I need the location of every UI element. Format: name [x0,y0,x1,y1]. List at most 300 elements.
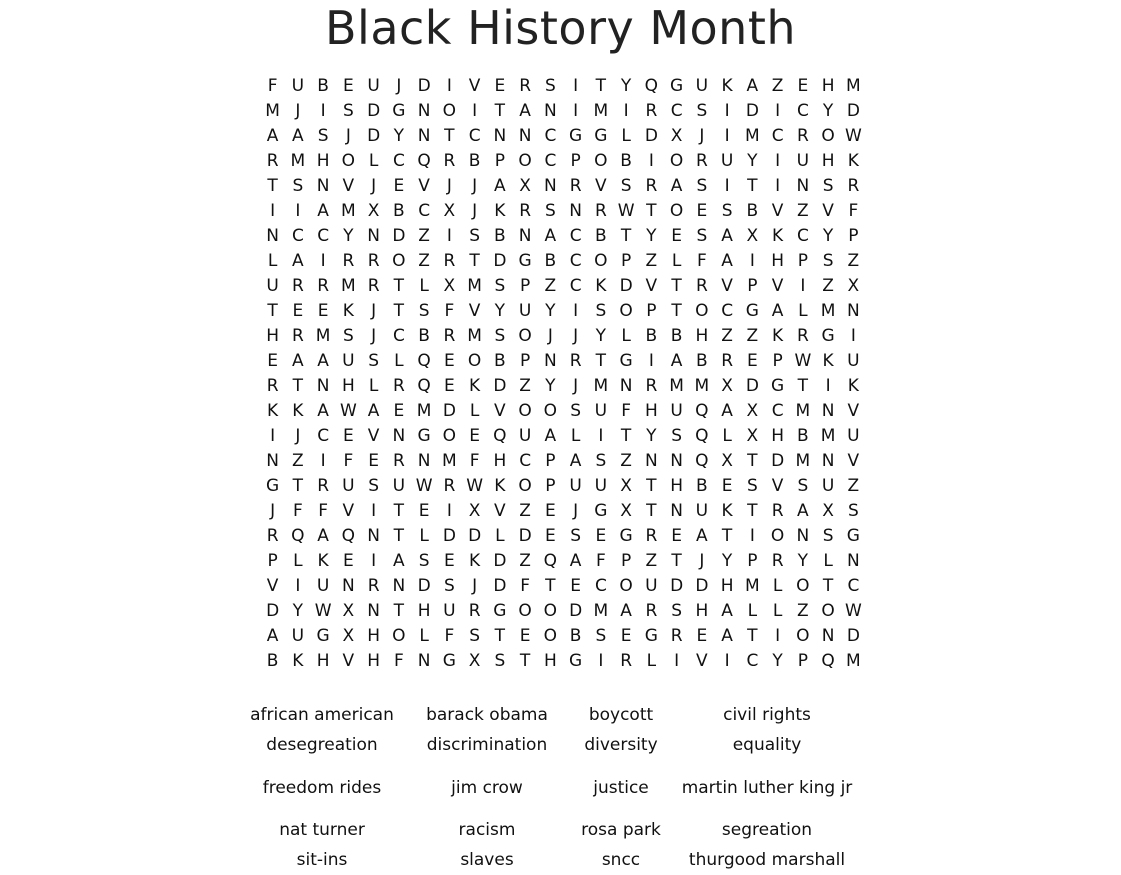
grid-letter: H [821,151,835,171]
grid-letter: O [594,151,608,171]
grid-letter: N [316,376,330,396]
grid-letter: R [317,476,330,496]
grid-letter: F [343,451,354,471]
grid-letter: P [545,476,556,496]
grid-letter: P [797,651,808,671]
grid-letter: A [696,526,708,546]
grid-letter: X [443,201,456,221]
grid-letter: M [846,651,861,671]
grid-letter: U [518,301,532,321]
grid-letter: X [721,376,733,396]
grid-letter: U [695,501,709,521]
grid-letter: U [518,426,532,446]
grid-letter: O [770,526,785,546]
grid-letter: E [671,226,682,246]
grid-letter: Y [393,126,405,146]
word-list-row [245,815,875,845]
grid-letter: S [797,476,809,496]
grid-letter: Z [721,326,733,346]
grid-letter: R [291,326,304,346]
grid-letter: T [494,626,506,646]
grid-letter: R [645,176,658,196]
grid-letter: L [671,251,682,271]
grid-letter: C [746,651,759,671]
grid-letter: N [417,126,431,146]
grid-letter: A [721,401,733,421]
grid-letter: K [721,501,733,521]
grid-letter: E [797,76,809,96]
grid-letter: I [749,526,755,546]
grid-letter: S [418,301,430,321]
grid-letter: G [442,651,456,671]
grid-letter: S [822,176,834,196]
grid-letter: P [848,226,859,246]
grid-letter: W [844,126,862,146]
grid-letter: T [519,651,531,671]
grid-letter: U [670,401,683,421]
grid-letter: R [367,576,380,596]
grid-letter: R [721,351,734,371]
grid-letter: E [444,551,455,571]
grid-letter: I [446,501,452,521]
grid-letter: P [646,301,657,321]
grid-letter: R [670,626,683,646]
grid-row [260,474,866,499]
grid-letter: M [694,376,710,396]
grid-letter: A [266,626,279,646]
grid-letter: T [444,126,455,146]
grid-letter: Y [646,226,657,246]
grid-letter: Q [291,526,305,546]
grid-letter: B [468,151,481,171]
grid-letter: Q [821,651,835,671]
grid-letter: E [292,301,304,321]
grid-letter: F [621,401,632,421]
grid-letter: N [544,351,557,371]
grid-letter: S [822,526,834,546]
word-list-item: civil rights [723,705,811,725]
grid-letter: K [847,151,859,171]
grid-row [260,524,866,549]
grid-row [260,549,866,574]
grid-letter: A [266,126,279,146]
grid-letter: R [367,251,380,271]
grid-letter: E [721,476,733,496]
grid-letter: R [443,476,456,496]
grid-row [260,149,866,174]
grid-letter: V [847,401,860,421]
grid-letter: N [670,451,683,471]
grid-letter: N [367,226,380,246]
grid-letter: M [820,426,836,446]
grid-letter: Y [343,226,354,246]
grid-letter: N [847,301,860,321]
grid-letter: H [316,651,330,671]
grid-letter: A [569,451,582,471]
grid-row [260,599,866,624]
grid-letter: O [669,151,684,171]
grid-letter: T [595,351,607,371]
grid-letter: I [573,301,579,321]
grid-letter: G [266,476,280,496]
word-list-item: diversity [584,735,658,755]
word-list-item: nat turner [279,820,365,840]
grid-letter: H [493,451,507,471]
grid-letter: O [518,326,532,346]
grid-letter: A [544,226,557,246]
grid-letter: I [472,101,478,121]
grid-letter: Z [544,276,557,296]
grid-letter: U [796,151,810,171]
grid-letter: I [775,176,781,196]
grid-letter: N [796,526,810,546]
grid-letter: A [317,351,329,371]
grid-letter: Y [747,151,758,171]
grid-letter: E [393,176,405,196]
word-list-row [245,845,875,875]
grid-letter: D [745,101,759,121]
grid-letter: Z [645,551,658,571]
grid-letter: Z [645,251,658,271]
grid-letter: V [645,276,658,296]
grid-letter: S [696,176,708,196]
grid-letter: R [569,176,582,196]
grid-letter: A [367,401,380,421]
grid-letter: I [320,251,326,271]
grid-letter: E [343,426,354,446]
grid-letter: J [295,101,301,121]
grid-letter: D [569,601,583,621]
grid-letter: W [415,476,433,496]
grid-letter: D [745,376,759,396]
grid-letter: R [695,151,708,171]
grid-letter: Q [644,76,659,96]
grid-letter: D [846,626,860,646]
grid-letter: A [746,76,759,96]
grid-letter: X [847,276,860,296]
word-search-grid [260,74,866,674]
grid-letter: I [775,151,781,171]
grid-letter: X [822,501,834,521]
grid-letter: C [771,126,784,146]
grid-letter: V [771,276,784,296]
grid-letter: R [569,351,582,371]
grid-letter: O [543,626,558,646]
grid-letter: A [292,251,304,271]
grid-letter: R [771,501,784,521]
grid-letter: I [371,501,377,521]
grid-letter: X [620,476,632,496]
grid-letter: K [494,201,506,221]
grid-letter: U [392,476,406,496]
grid-letter: R [519,201,532,221]
word-list-item: jim crow [451,777,523,798]
grid-letter: K [469,551,481,571]
grid-letter: T [797,376,809,396]
grid-letter: G [670,76,684,96]
grid-letter: V [418,176,430,196]
grid-row [260,174,866,199]
grid-letter: J [446,176,452,196]
grid-letter: V [771,476,784,496]
grid-letter: D [367,101,381,121]
grid-letter: U [695,76,709,96]
word-list-row [245,760,875,815]
grid-letter: P [519,276,531,296]
grid-letter: O [796,576,810,596]
grid-letter: H [720,576,734,596]
grid-letter: E [343,76,354,96]
grid-letter: K [317,551,329,571]
grid-letter: S [544,201,556,221]
grid-letter: Y [545,301,556,321]
grid-letter: O [594,251,608,271]
grid-letter: Z [822,276,834,296]
grid-letter: G [316,626,330,646]
grid-letter: Q [417,376,431,396]
grid-letter: D [417,76,431,96]
grid-letter: N [670,501,683,521]
grid-letter: J [371,176,377,196]
grid-row [260,624,866,649]
grid-letter: S [494,326,506,346]
grid-letter: H [644,401,658,421]
word-list-item: barack obama [426,705,548,725]
grid-letter: O [821,601,835,621]
grid-letter: G [644,626,658,646]
grid-letter: E [519,626,531,646]
grid-letter: N [417,651,431,671]
grid-letter: N [367,601,380,621]
grid-letter: H [771,251,785,271]
grid-letter: U [443,601,456,621]
grid-letter: M [467,276,482,296]
grid-letter: L [621,326,631,346]
grid-letter: M [341,276,356,296]
grid-letter: X [670,126,683,146]
grid-letter: C [796,101,809,121]
grid-letter: Y [646,426,657,446]
grid-letter: E [747,351,758,371]
grid-letter: N [518,226,532,246]
grid-letter: N [569,201,582,221]
grid-letter: A [670,351,683,371]
grid-letter: J [371,301,377,321]
word-list-item: martin luther king jr [681,777,853,798]
grid-letter: E [671,526,682,546]
grid-letter: P [267,551,278,571]
grid-letter: L [772,576,783,596]
grid-letter: W [794,351,812,371]
grid-row [260,124,866,149]
grid-letter: T [545,576,556,596]
grid-letter: D [392,226,406,246]
grid-letter: D [846,101,860,121]
word-list-item: justice [593,777,649,798]
grid-letter: E [494,76,506,96]
grid-letter: B [494,226,506,246]
word-list-item: african american [250,705,394,725]
grid-letter: Y [721,551,733,571]
grid-letter: H [543,651,557,671]
grid-letter: I [446,226,452,246]
grid-letter: O [821,126,835,146]
grid-row [260,349,866,374]
grid-letter: O [467,351,482,371]
grid-letter: V [342,651,355,671]
grid-letter: M [341,201,356,221]
grid-letter: M [745,126,760,146]
grid-letter: E [696,626,708,646]
word-list-item: desegreation [266,735,378,755]
grid-letter: M [315,326,331,346]
grid-letter: G [493,601,507,621]
grid-letter: Z [418,226,430,246]
grid-letter: C [418,201,431,221]
grid-letter: M [669,376,684,396]
grid-letter: C [847,576,860,596]
grid-letter: T [292,476,304,496]
grid-letter: H [341,376,355,396]
grid-letter: F [444,626,455,646]
grid-letter: I [295,576,301,596]
grid-letter: N [796,176,810,196]
grid-letter: B [544,251,557,271]
grid-letter: K [494,476,506,496]
grid-letter: Z [418,251,430,271]
grid-letter: S [595,451,607,471]
grid-letter: D [619,276,633,296]
grid-letter: Y [822,226,834,246]
grid-letter: T [620,426,632,446]
grid-letter: L [419,276,429,296]
grid-letter: E [570,576,581,596]
grid-letter: Z [771,76,784,96]
grid-letter: J [270,501,276,521]
grid-letter: B [797,426,809,446]
grid-letter: G [846,526,860,546]
grid-letter: P [545,451,556,471]
grid-letter: A [721,226,733,246]
grid-letter: Z [519,501,531,521]
grid-letter: N [847,551,860,571]
grid-letter: C [392,151,405,171]
grid-letter: T [747,451,758,471]
grid-letter: N [821,626,835,646]
grid-letter: C [569,276,582,296]
grid-letter: F [444,301,455,321]
grid-letter: V [771,201,784,221]
grid-letter: L [621,126,631,146]
grid-letter: T [393,601,405,621]
grid-letter: C [569,251,582,271]
grid-letter: A [519,101,531,121]
grid-letter: S [418,551,430,571]
grid-letter: T [393,526,405,546]
grid-letter: L [368,376,379,396]
grid-letter: G [518,251,532,271]
grid-letter: R [695,276,708,296]
grid-letter: M [265,101,280,121]
grid-letter: R [392,451,405,471]
word-list-item: segreation [721,820,813,840]
grid-letter: O [442,426,457,446]
grid-letter: J [472,576,478,596]
grid-letter: Q [417,151,431,171]
grid-letter: I [825,376,831,396]
grid-letter: V [367,426,380,446]
grid-letter: R [266,526,279,546]
grid-letter: I [724,126,730,146]
grid-letter: N [417,101,431,121]
grid-letter: I [724,101,730,121]
grid-letter: X [367,201,380,221]
grid-letter: K [595,276,607,296]
grid-letter: U [342,476,355,496]
grid-letter: I [371,551,377,571]
grid-letter: K [267,401,279,421]
grid-letter: D [493,376,507,396]
grid-letter: V [468,76,481,96]
grid-letter: N [266,451,279,471]
grid-letter: R [796,126,809,146]
grid-letter: X [468,501,481,521]
grid-letter: D [442,401,456,421]
grid-letter: L [495,526,505,546]
grid-letter: S [696,101,708,121]
grid-letter: B [746,201,759,221]
grid-letter: A [317,201,329,221]
grid-letter: C [317,226,330,246]
page-title: Black History Month [324,1,797,55]
grid-letter: C [544,126,557,146]
grid-letter: N [417,451,431,471]
grid-letter: J [295,426,301,446]
grid-letter: X [443,276,456,296]
grid-letter: B [670,326,683,346]
grid-letter: R [645,376,658,396]
grid-letter: D [695,576,709,596]
word-list-item: thurgood marshall [688,850,846,870]
grid-letter: A [494,176,506,196]
grid-letter: S [595,301,607,321]
grid-row [260,374,866,399]
grid-letter: S [368,351,380,371]
grid-letter: Y [292,601,304,621]
grid-letter: T [393,276,405,296]
grid-letter: D [493,551,507,571]
grid-letter: V [847,451,860,471]
grid-letter: M [593,101,609,121]
grid-letter: R [443,326,456,346]
grid-letter: R [317,276,330,296]
grid-letter: C [771,401,784,421]
grid-row [260,199,866,224]
grid-letter: L [570,426,581,446]
grid-letter: Q [493,426,507,446]
grid-letter: S [721,201,733,221]
grid-letter: A [797,501,809,521]
grid-letter: O [518,476,532,496]
grid-letter: T [747,176,758,196]
grid-letter: K [292,401,304,421]
grid-letter: H [695,326,709,346]
grid-letter: L [798,301,808,321]
grid-letter: P [519,351,531,371]
grid-letter: C [317,426,330,446]
grid-letter: T [646,201,657,221]
grid-letter: A [771,301,784,321]
